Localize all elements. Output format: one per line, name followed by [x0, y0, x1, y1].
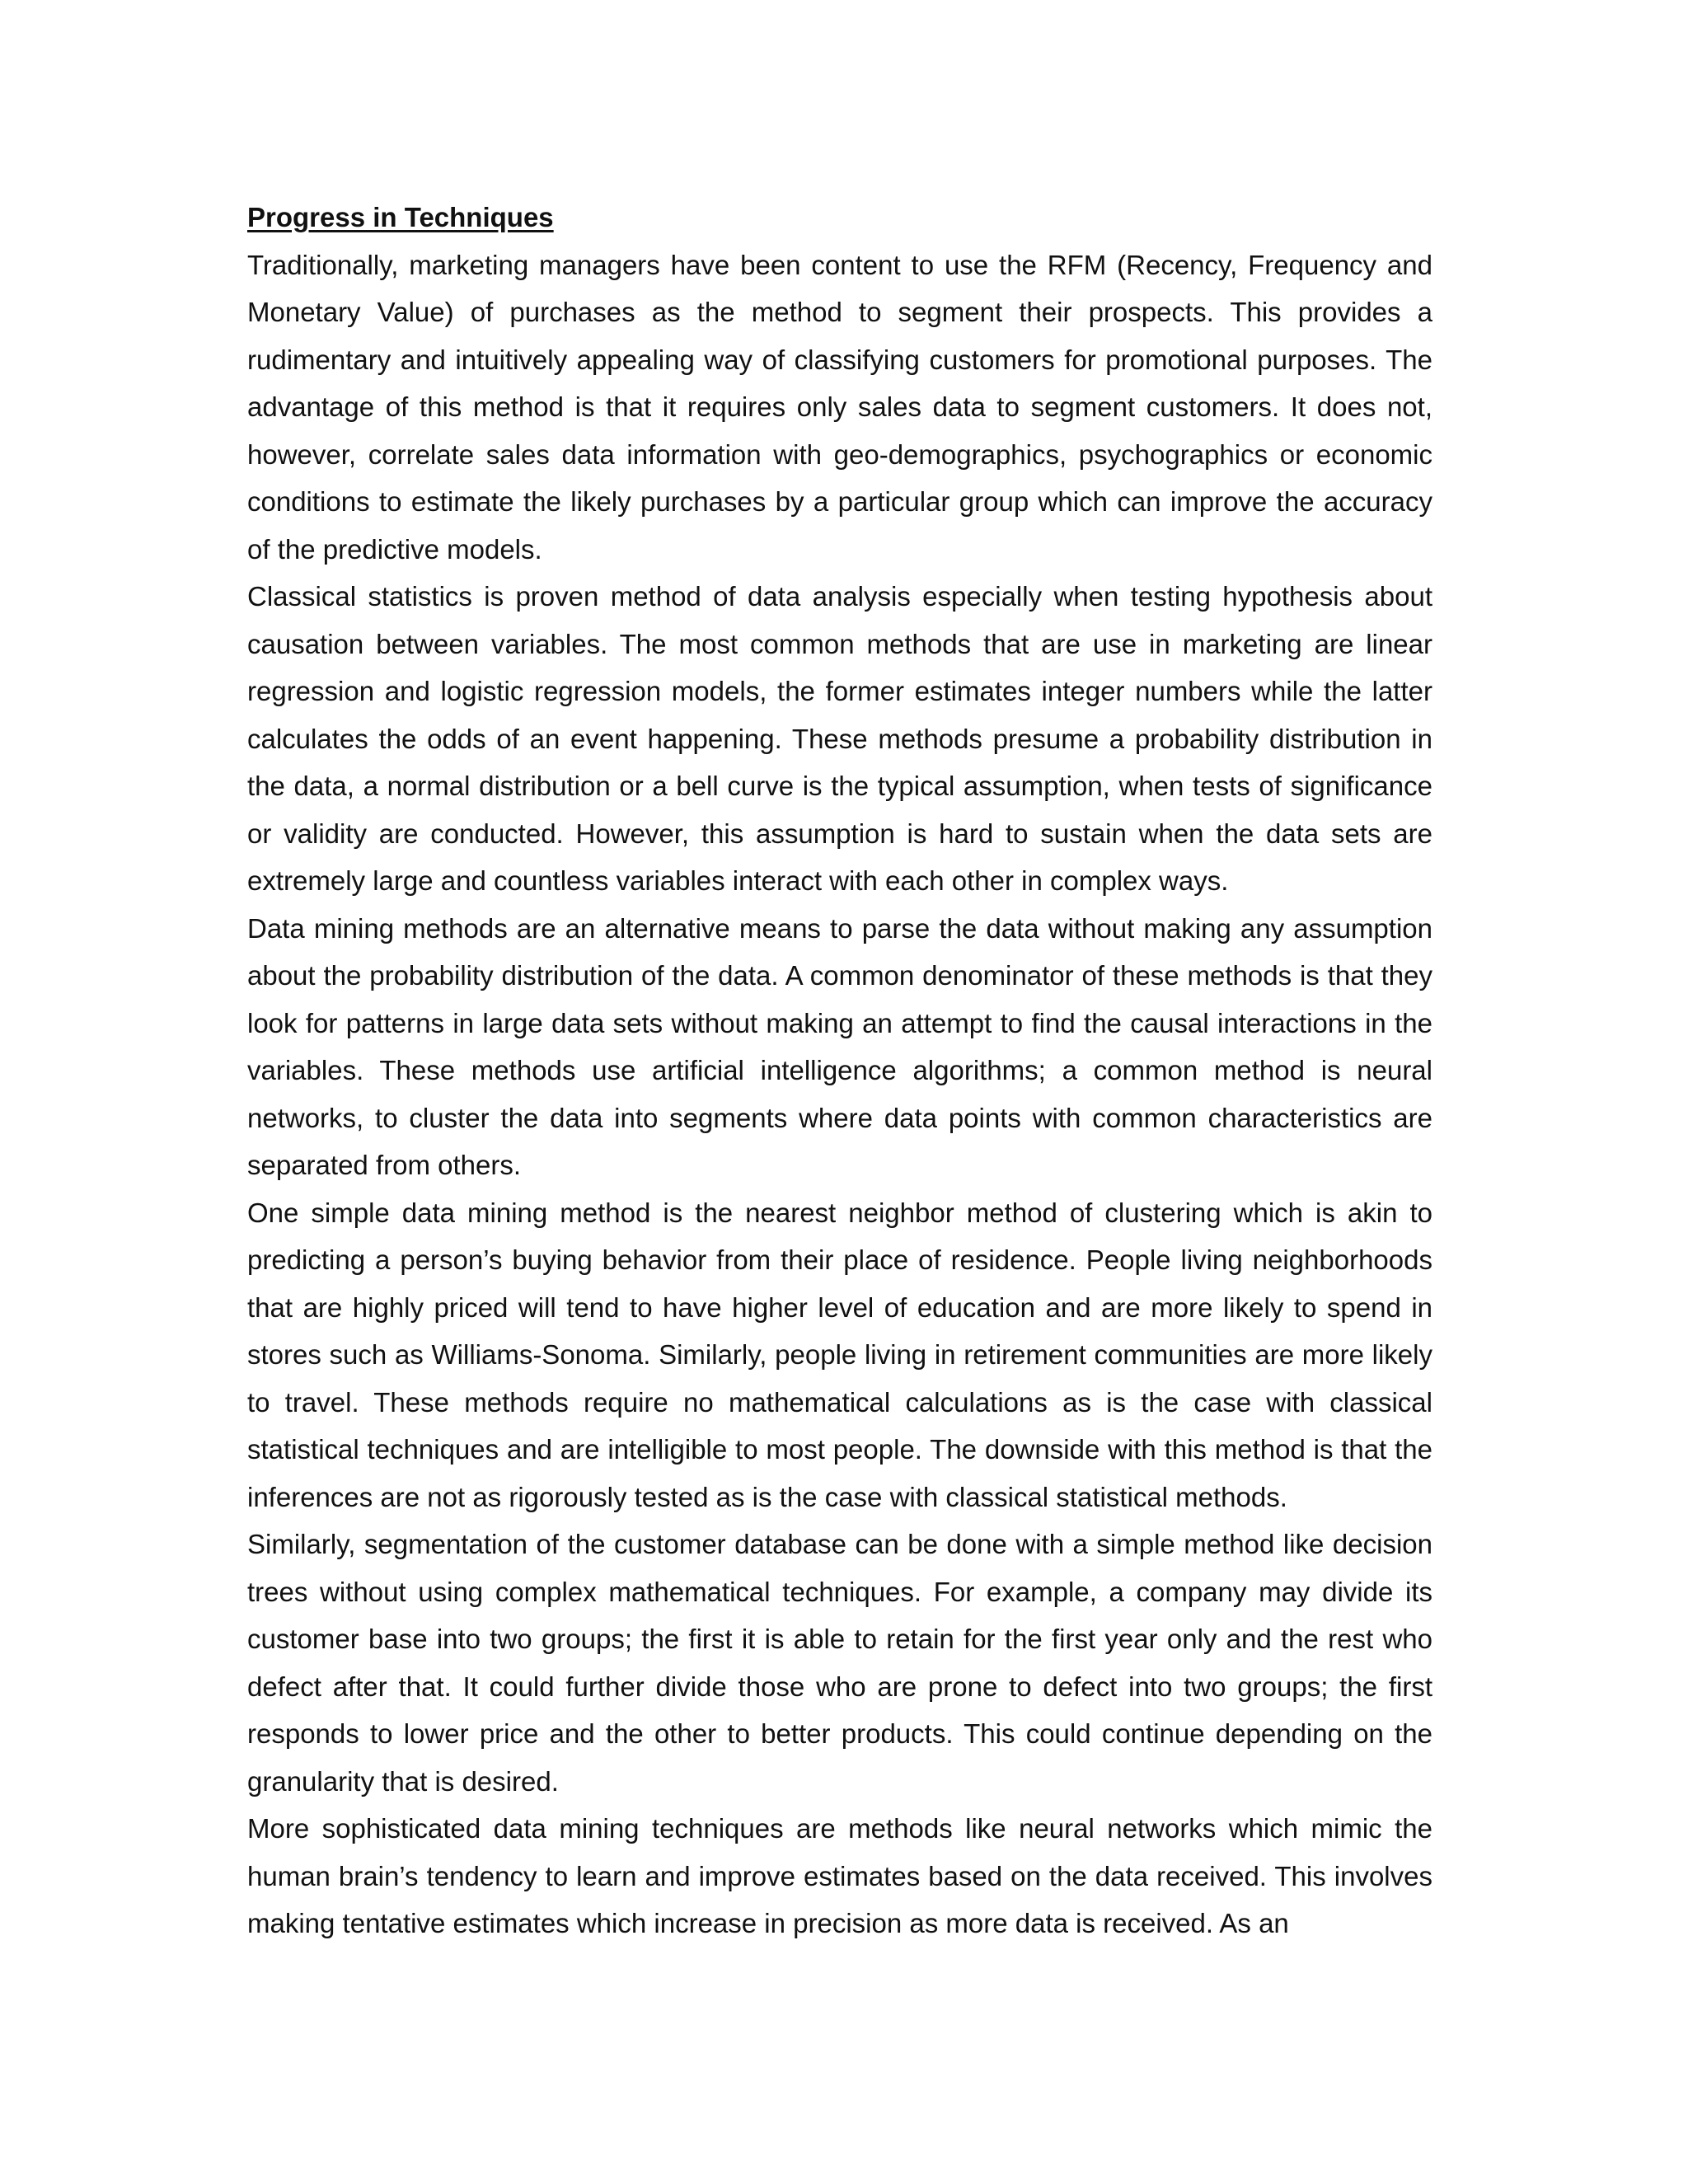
paragraph-nearest-neighbor: One simple data mining method is the nearest neighbor method of clustering which is akin to predicting a person’s buying behavior from their place of residence. People living neighborhoods that are highly priced will tend to have higher level of education and are more likely to spend in stores such as Williams-Sonoma. Similarly, people living in retirement communities are more likely to travel. These methods require no mathematical calculations as is the case with classical statistical techniques and are intelligible to most people. The downside with this method is that the inferences are not as rigorously tested as is the case with classical statistical methods.: [247, 1197, 1432, 1512]
paragraph-rfm: Traditionally, marketing managers have been content to use the RFM (Recency, Frequency and Monetary Value) of purchases as the method to segment their prospects. This provides a rudimentary and intuitively appealing way of classifying customers for promotional purposes. The advantage of this method is that it requires only sales data to segment customers. It does not, however, correlate sales data information with geo-demographics, psychographics or economic conditions to estimate the likely purchases by a particular group which can improve the accuracy of the predictive models.: [247, 249, 1432, 565]
paragraph-data-mining: Data mining methods are an alternative means to parse the data without making any assumption about the probability distribution of the data. A common denominator of these methods is that they look for patterns in large data sets without making an attempt to find the causal interactions in the variables. These methods use artificial intelligence algorithms; a common method is neural networks, to cluster the data into segments where data points with common characteristics are separated from others.: [247, 912, 1432, 1180]
paragraph-classical-statistics: Classical statistics is proven method of data analysis especially when testing hypothesis about causation between variables. The most common methods that are use in marketing are linear regression and logistic regression models, the former estimates integer numbers while the latter calculates the odds of an event happening. These methods presume a probability distribution in the data, a normal distribution or a bell curve is the typical assumption, when tests of significance or validity are conducted. However, this assumption is hard to sustain when the data sets are extremely large and countless variables interact with each other in complex ways.: [247, 581, 1432, 896]
paragraph-neural-networks: More sophisticated data mining techniques are methods like neural networks which mimic the human brain’s tendency to learn and improve estimates based on the data received. This involves making tentative estimates which increase in precision as more data is received. As an: [247, 1813, 1432, 1938]
paragraph-decision-trees: Similarly, segmentation of the customer database can be done with a simple method like decision trees without using complex mathematical techniques. For example, a company may divide its customer base into two groups; the first it is able to retain for the first year only and the rest who defect after that. It could further divide those who are prone to defect into two groups; the first responds to lower price and the other to better products. This could continue depending on the granularity that is desired.: [247, 1529, 1432, 1797]
document-body: [247, 194, 1432, 1947]
section-heading: Progress in Techniques: [247, 202, 554, 232]
